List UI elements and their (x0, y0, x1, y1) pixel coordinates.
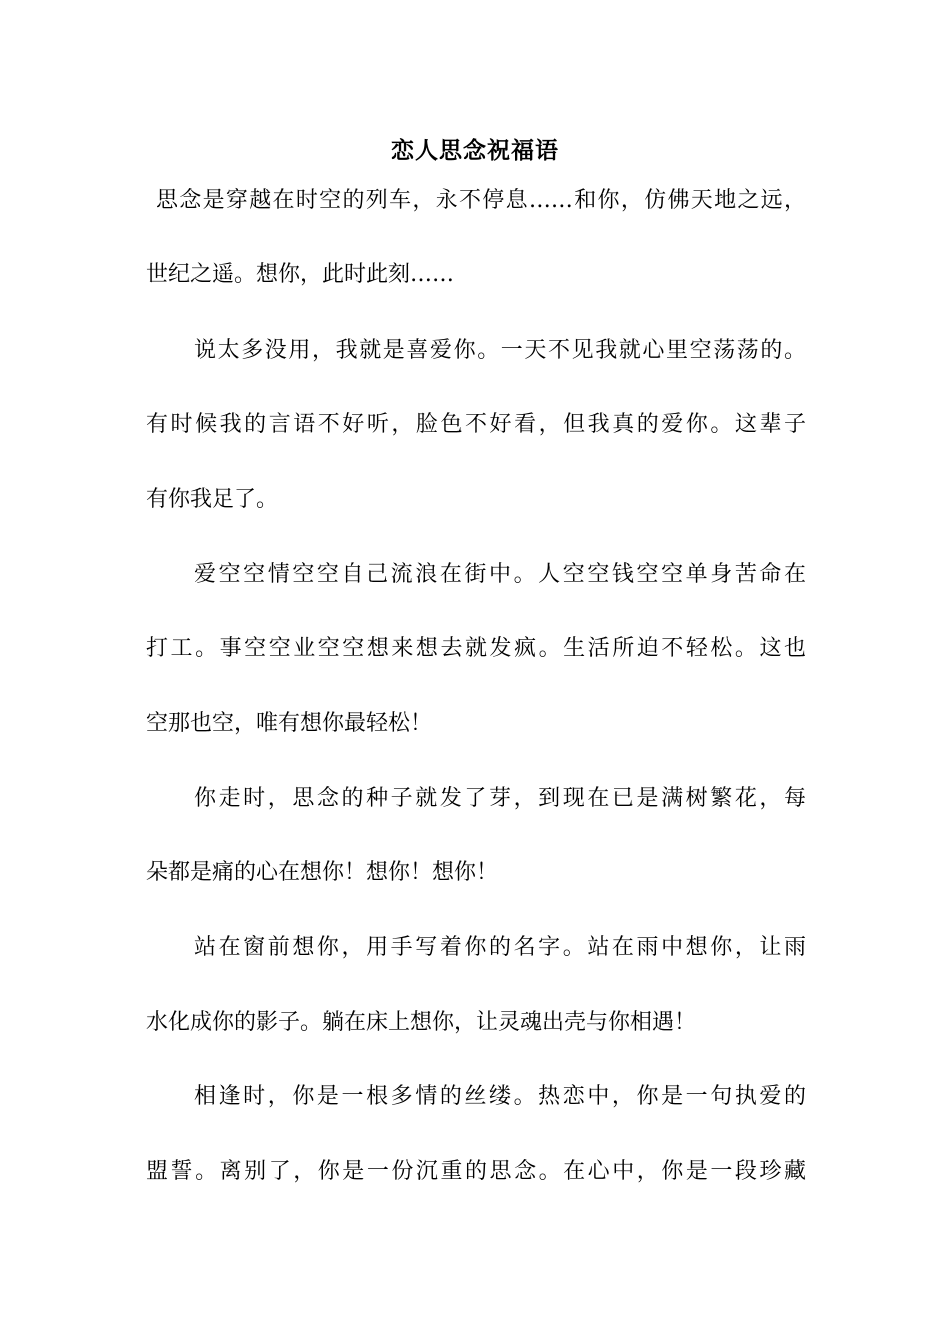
paragraph-line: 站在窗前想你，用手写着你的名字。站在雨中想你，让雨 (194, 935, 806, 960)
paragraph-line: 思念是穿越在时空的列车，永不停息……和你，仿佛天地之远， (156, 188, 806, 213)
paragraph-line: 有时候我的言语不好听，脸色不好看，但我真的爱你。这辈子 (146, 412, 806, 437)
paragraph-line: 水化成你的影子。躺在床上想你，让灵魂出壳与你相遇！ (146, 1010, 697, 1035)
paragraph-line: 有你我足了。 (146, 487, 279, 512)
paragraph-line: 爱空空情空空自己流浪在街中。人空空钱空空单身苦命在 (194, 562, 806, 587)
paragraph-line: 盟誓。离别了，你是一份沉重的思念。在心中，你是一段珍藏 (146, 1159, 806, 1184)
paragraph-line: 你走时，思念的种子就发了芽，到现在已是满树繁花，每 (194, 786, 806, 811)
paragraph-line: 世纪之遥。想你，此时此刻…… (146, 262, 455, 287)
paragraph-line: 相逢时，你是一根多情的丝缕。热恋中，你是一句执爱的 (194, 1084, 806, 1109)
paragraph-line: 说太多没用，我就是喜爱你。一天不见我就心里空荡荡的。 (194, 338, 806, 363)
paragraph-line: 朵都是痛的心在想你！想你！想你！ (146, 860, 499, 885)
document-title: 恋人思念祝福语 (391, 137, 559, 164)
paragraph-line: 打工。事空空业空空想来想去就发疯。生活所迫不轻松。这也 (146, 636, 806, 661)
paragraph-line: 空那也空，唯有想你最轻松！ (146, 711, 433, 736)
